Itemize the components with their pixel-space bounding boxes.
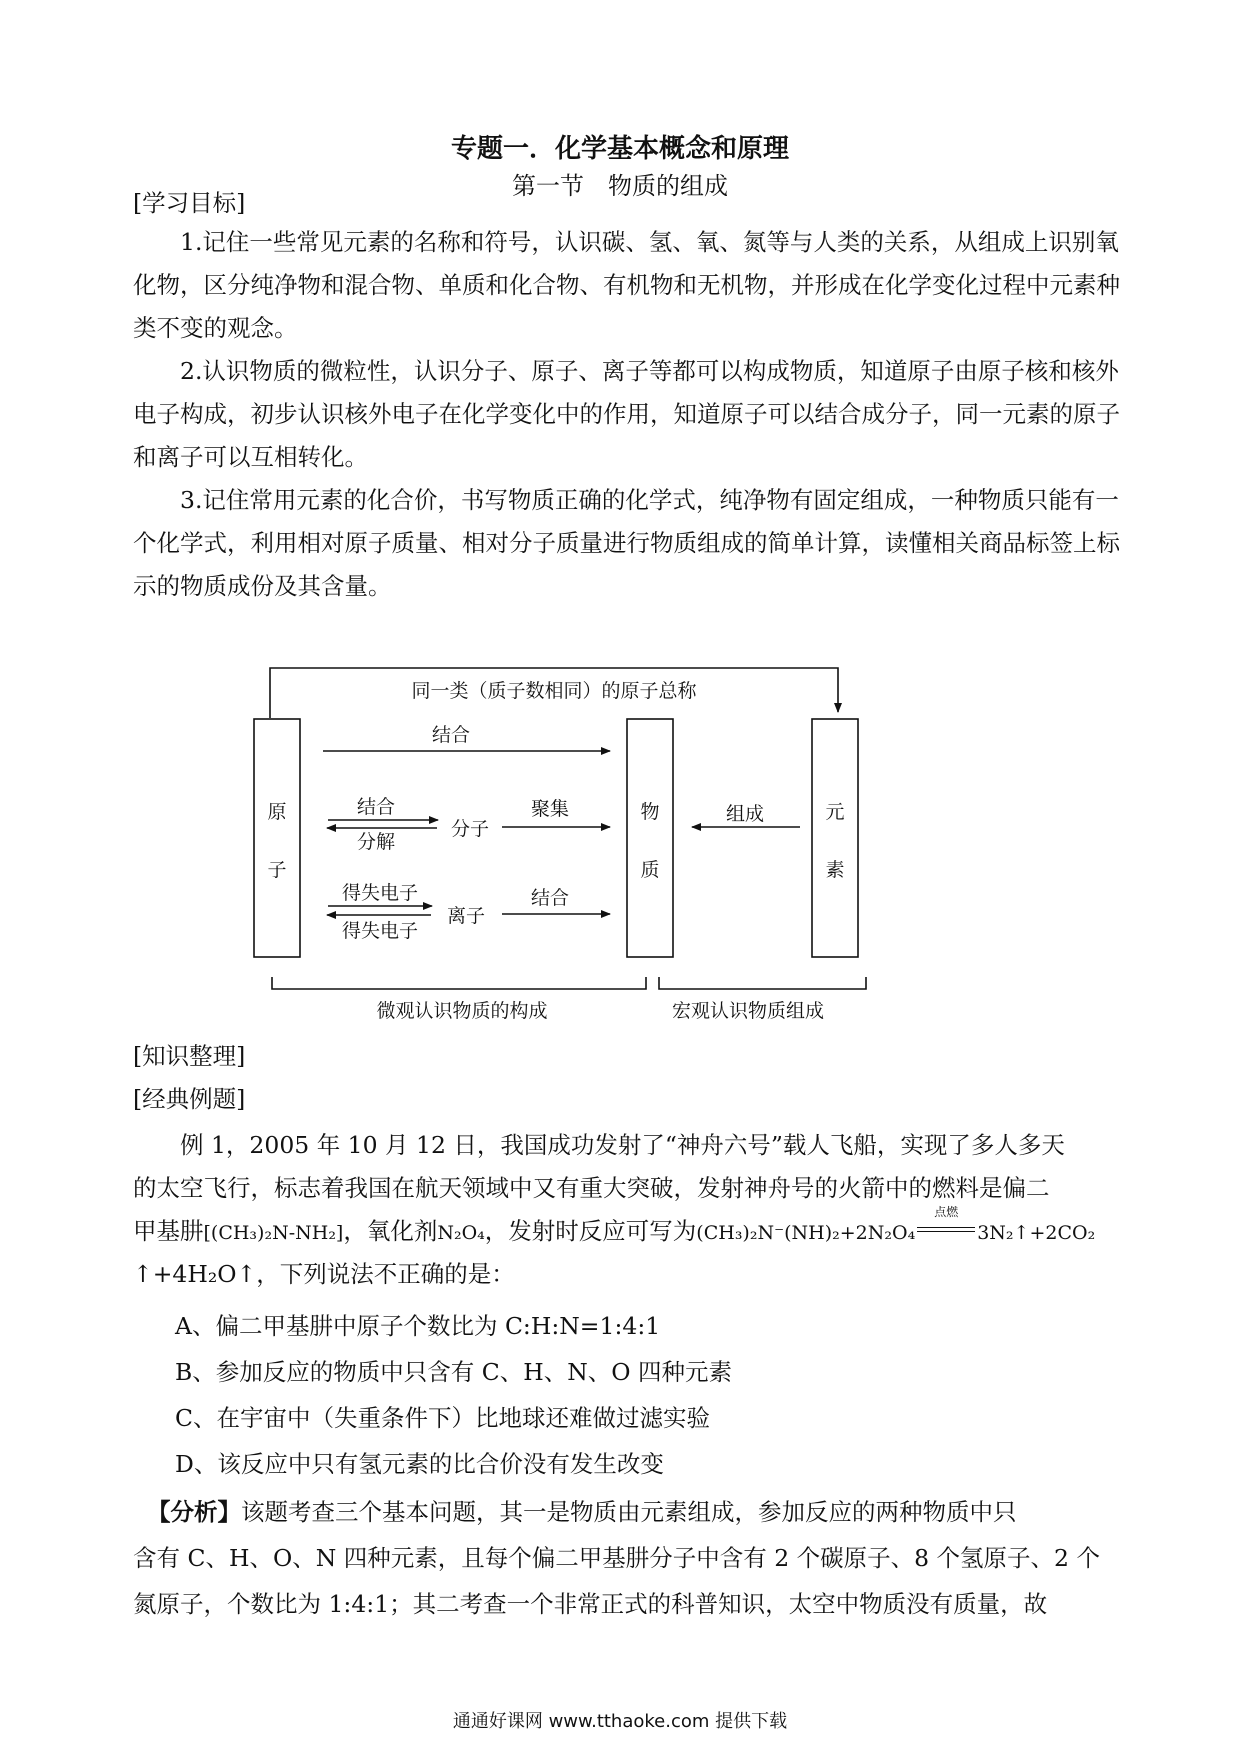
oxidizer-formula: N₂O₄	[437, 1222, 485, 1244]
diagram-ion: 离子	[446, 905, 486, 927]
diagram-gain-lose-1: 得失电子	[341, 882, 419, 904]
diagram-atom-char-2: 子	[267, 859, 287, 881]
diagram-compose: 组成	[725, 803, 765, 825]
analysis-line1	[147, 1491, 1123, 1534]
analysis-line2: 含有 C、H、O、N 四种元素，且每个偏二甲基肼分子中含有 2 个碳原子、8 个氢原子、2 个	[133, 1544, 1100, 1572]
diagram-molecule: 分子	[450, 818, 490, 840]
analysis-text-1: 该题考查三个基本问题，其一是物质由元素组成，参加反应的两种物质中只	[241, 1498, 1017, 1526]
objective-1: 1.记住一些常见元素的名称和符号，认识碳、氢、氧、氮等与人类的关系，从组成上识别氧化物，区分纯净物和混合物、单质和化合物、有机物和无机物，并形成在化学变化过程中元素种类不变的观念。	[133, 228, 1120, 342]
examples-heading: [经典例题]	[133, 1085, 246, 1113]
option-b: B、参加反应的物质中只含有 C、H、N、O 四种元素	[175, 1358, 733, 1386]
diagram-substance-char-1: 物	[640, 801, 660, 823]
option-a: A、偏二甲基肼中原子个数比为 C:H:N=1:4:1	[175, 1312, 661, 1340]
analysis-line3: 氮原子，个数比为 1:4:1；其二考查一个非常正式的科普知识，太空中物质没有质量，故	[133, 1590, 1048, 1618]
option-d: D、该反应中只有氢元素的比合价没有发生改变	[175, 1450, 664, 1478]
diagram-substance-char-2: 质	[640, 859, 660, 881]
knowledge-heading: [知识整理]	[133, 1042, 246, 1070]
diagram-combine: 结合	[356, 796, 396, 818]
reaction-condition: 点燃	[934, 1205, 959, 1219]
example1-line3	[133, 1205, 1123, 1255]
diagram-combine-ion: 结合	[530, 887, 570, 909]
objectives-heading: [学习目标]	[133, 189, 246, 217]
diagram-gather: 聚集	[530, 798, 570, 820]
reaction-left: (CH₃)₂N⁻(NH)₂+2N₂O₄	[696, 1222, 916, 1244]
example1-line1: 例 1，2005 年 10 月 12 日，我国成功发射了“神舟六号”载人飞船，实现了多人多天	[180, 1131, 1065, 1159]
diagram-element-char-2: 素	[825, 859, 845, 881]
diagram-gain-lose-2: 得失电子	[341, 920, 419, 942]
analysis-label: 【分析】	[147, 1498, 241, 1526]
reaction-condition-arrow	[915, 1205, 977, 1237]
diagram-top-label: 同一类（质子数相同）的原子总称	[411, 680, 697, 702]
reaction-right: 3N₂↑+2CO₂	[977, 1222, 1096, 1244]
line3-mid2: ，发射时反应可写为	[484, 1217, 697, 1245]
option-c: C、在宇宙中（失重条件下）比地球还难做过滤实验	[175, 1404, 710, 1432]
fuel-formula: [(CH₃)₂N-NH₂]	[203, 1222, 344, 1244]
section-subtitle: 第一节 物质的组成	[512, 172, 728, 200]
footer-credit: 通通好课网 www.tthaoke.com 提供下载	[452, 1711, 788, 1732]
diagram-micro-label: 微观认识物质的构成	[376, 1000, 548, 1022]
page-title: 专题一．化学基本概念和原理	[450, 134, 789, 164]
line3-mid: ，氧化剂	[343, 1217, 438, 1245]
diagram-element-char-1: 元	[825, 801, 845, 823]
diagram-atom-char-1: 原	[267, 801, 287, 823]
example1-line4: ↑+4H₂O↑，下列说法不正确的是：	[133, 1260, 515, 1288]
line3-prefix: 甲基肼	[133, 1217, 204, 1245]
objective-3: 3.记住常用元素的化合价，书写物质正确的化学式，纯净物有固定组成，一种物质只能有一个化学式，利用相对原子质量、相对分子质量进行物质组成的简单计算，读懂相关商品标签上标示的物质成份及其含量。	[133, 486, 1120, 600]
example1-line2: 的太空飞行，标志着我国在航天领域中又有重大突破，发射神舟号的火箭中的燃料是偏二	[133, 1174, 1050, 1202]
diagram-macro-label: 宏观认识物质组成	[671, 1000, 825, 1022]
diagram-decompose: 分解	[356, 831, 396, 853]
diagram-combine-top: 结合	[431, 724, 471, 746]
objective-2: 2.认识物质的微粒性，认识分子、原子、离子等都可以构成物质，知道原子由原子核和核外电子构成，初步认识核外电子在化学变化中的作用，知道原子可以结合成分子，同一元素的原子和离子可以互相转化。	[133, 357, 1120, 471]
